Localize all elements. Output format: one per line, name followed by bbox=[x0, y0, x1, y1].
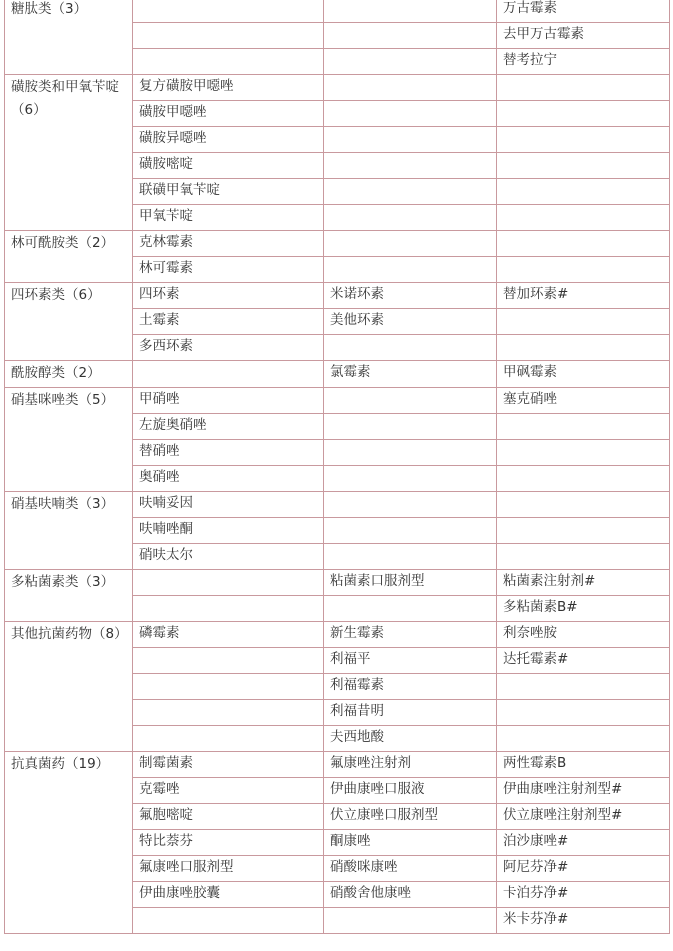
drug-cell: 制霉菌素 bbox=[133, 752, 324, 778]
drug-cell: 甲硝唑 bbox=[133, 388, 324, 414]
drug-cell: 氟康唑注射剂 bbox=[324, 752, 497, 778]
drug-cell: 利福昔明 bbox=[324, 700, 497, 726]
drug-cell bbox=[497, 153, 670, 179]
table-row bbox=[5, 361, 670, 388]
drug-cell: 粘菌素注射剂# bbox=[497, 570, 670, 596]
drug-cell bbox=[497, 414, 670, 440]
drug-cell: 利奈唑胺 bbox=[497, 622, 670, 648]
table-row bbox=[5, 283, 670, 309]
drug-cell: 硝呋太尔 bbox=[133, 544, 324, 570]
drug-cell bbox=[497, 726, 670, 752]
drug-cell: 克霉唑 bbox=[133, 778, 324, 804]
drug-cell: 去甲万古霉素 bbox=[497, 23, 670, 49]
drug-cell: 达托霉素# bbox=[497, 648, 670, 674]
table-row bbox=[5, 570, 670, 596]
drug-cell: 多粘菌素B# bbox=[497, 596, 670, 622]
drug-cell bbox=[497, 466, 670, 492]
drug-cell: 伊曲康唑口服液 bbox=[324, 778, 497, 804]
category-cell: 硝基咪唑类（5） bbox=[5, 388, 133, 492]
drug-cell: 特比萘芬 bbox=[133, 830, 324, 856]
category-cell: 磺胺类和甲氧苄啶（6） bbox=[5, 75, 133, 231]
drug-cell bbox=[324, 440, 497, 466]
drug-cell: 伏立康唑注射剂型# bbox=[497, 804, 670, 830]
category-cell: 抗真菌药（19） bbox=[5, 752, 133, 934]
drug-cell bbox=[324, 596, 497, 622]
drug-cell: 伊曲康唑胶囊 bbox=[133, 882, 324, 908]
drug-cell bbox=[324, 544, 497, 570]
table-row bbox=[5, 622, 670, 648]
drug-cell: 粘菌素口服剂型 bbox=[324, 570, 497, 596]
drug-cell: 新生霉素 bbox=[324, 622, 497, 648]
drug-cell: 磷霉素 bbox=[133, 622, 324, 648]
table-row bbox=[5, 75, 670, 101]
category-cell: 其他抗菌药物（8） bbox=[5, 622, 133, 752]
drug-cell bbox=[497, 700, 670, 726]
drug-cell bbox=[324, 101, 497, 127]
drug-cell bbox=[133, 674, 324, 700]
drug-cell: 夫西地酸 bbox=[324, 726, 497, 752]
category-cell: 多粘菌素类（3） bbox=[5, 570, 133, 622]
drug-cell bbox=[497, 440, 670, 466]
drug-cell: 美他环素 bbox=[324, 309, 497, 335]
drug-cell: 四环素 bbox=[133, 283, 324, 309]
drug-cell bbox=[497, 335, 670, 361]
drug-cell bbox=[324, 127, 497, 153]
drug-cell: 伊曲康唑注射剂型# bbox=[497, 778, 670, 804]
drug-cell: 伏立康唑口服剂型 bbox=[324, 804, 497, 830]
drug-cell bbox=[324, 179, 497, 205]
drug-cell: 呋喃妥因 bbox=[133, 492, 324, 518]
drug-cell bbox=[497, 518, 670, 544]
drug-cell bbox=[497, 674, 670, 700]
drug-cell bbox=[133, 49, 324, 75]
drug-table-container bbox=[4, 0, 670, 934]
drug-cell bbox=[324, 205, 497, 231]
table-row bbox=[5, 388, 670, 414]
drug-cell: 甲砜霉素 bbox=[497, 361, 670, 388]
drug-cell bbox=[497, 205, 670, 231]
drug-cell bbox=[324, 75, 497, 101]
drug-cell: 左旋奥硝唑 bbox=[133, 414, 324, 440]
drug-cell bbox=[133, 596, 324, 622]
category-cell: 林可酰胺类（2） bbox=[5, 231, 133, 283]
table-body bbox=[5, 0, 670, 934]
drug-cell: 塞克硝唑 bbox=[497, 388, 670, 414]
drug-cell bbox=[324, 335, 497, 361]
drug-cell bbox=[324, 153, 497, 179]
drug-cell bbox=[324, 518, 497, 544]
drug-cell bbox=[133, 361, 324, 388]
drug-cell: 利福霉素 bbox=[324, 674, 497, 700]
drug-cell: 硝酸咪康唑 bbox=[324, 856, 497, 882]
drug-cell: 奥硝唑 bbox=[133, 466, 324, 492]
drug-cell bbox=[324, 23, 497, 49]
drug-cell: 磺胺嘧啶 bbox=[133, 153, 324, 179]
drug-cell bbox=[497, 101, 670, 127]
drug-cell: 两性霉素B bbox=[497, 752, 670, 778]
table-row bbox=[5, 231, 670, 257]
drug-cell bbox=[324, 49, 497, 75]
drug-cell bbox=[133, 570, 324, 596]
drug-cell: 米诺环素 bbox=[324, 283, 497, 309]
drug-cell bbox=[497, 179, 670, 205]
drug-cell: 酮康唑 bbox=[324, 830, 497, 856]
drug-cell bbox=[133, 700, 324, 726]
drug-cell: 替加环素# bbox=[497, 283, 670, 309]
drug-cell: 林可霉素 bbox=[133, 257, 324, 283]
drug-cell: 泊沙康唑# bbox=[497, 830, 670, 856]
table-row bbox=[5, 0, 670, 23]
drug-cell: 硝酸舍他康唑 bbox=[324, 882, 497, 908]
table-row bbox=[5, 492, 670, 518]
drug-cell: 联磺甲氧苄啶 bbox=[133, 179, 324, 205]
drug-cell: 复方磺胺甲噁唑 bbox=[133, 75, 324, 101]
drug-cell bbox=[497, 257, 670, 283]
drug-cell bbox=[133, 23, 324, 49]
drug-cell bbox=[324, 908, 497, 934]
drug-cell bbox=[497, 544, 670, 570]
antimicrobial-drug-table bbox=[4, 0, 670, 934]
drug-cell bbox=[133, 908, 324, 934]
drug-cell: 利福平 bbox=[324, 648, 497, 674]
drug-cell: 土霉素 bbox=[133, 309, 324, 335]
drug-cell bbox=[497, 127, 670, 153]
drug-cell: 阿尼芬净# bbox=[497, 856, 670, 882]
category-cell: 四环素类（6） bbox=[5, 283, 133, 361]
drug-cell bbox=[324, 466, 497, 492]
drug-cell bbox=[324, 388, 497, 414]
drug-cell bbox=[324, 0, 497, 23]
drug-cell: 呋喃唑酮 bbox=[133, 518, 324, 544]
drug-cell bbox=[324, 414, 497, 440]
drug-cell bbox=[133, 648, 324, 674]
drug-cell bbox=[133, 726, 324, 752]
drug-cell bbox=[497, 309, 670, 335]
drug-cell: 磺胺甲噁唑 bbox=[133, 101, 324, 127]
drug-cell: 多西环素 bbox=[133, 335, 324, 361]
drug-cell: 氟胞嘧啶 bbox=[133, 804, 324, 830]
drug-cell: 卡泊芬净# bbox=[497, 882, 670, 908]
drug-cell: 万古霉素 bbox=[497, 0, 670, 23]
drug-cell: 氯霉素 bbox=[324, 361, 497, 388]
category-cell: 硝基呋喃类（3） bbox=[5, 492, 133, 570]
category-cell: 酰胺醇类（2） bbox=[5, 361, 133, 388]
drug-cell bbox=[324, 492, 497, 518]
drug-cell bbox=[497, 231, 670, 257]
drug-cell: 甲氧苄啶 bbox=[133, 205, 324, 231]
drug-cell bbox=[497, 492, 670, 518]
drug-cell: 替考拉宁 bbox=[497, 49, 670, 75]
category-cell: 糖肽类（3） bbox=[5, 0, 133, 75]
drug-cell: 替硝唑 bbox=[133, 440, 324, 466]
drug-cell: 氟康唑口服剂型 bbox=[133, 856, 324, 882]
table-row bbox=[5, 752, 670, 778]
drug-cell bbox=[324, 257, 497, 283]
drug-cell: 磺胺异噁唑 bbox=[133, 127, 324, 153]
drug-cell bbox=[497, 75, 670, 101]
drug-cell: 克林霉素 bbox=[133, 231, 324, 257]
drug-cell: 米卡芬净# bbox=[497, 908, 670, 934]
drug-cell bbox=[133, 0, 324, 23]
drug-cell bbox=[324, 231, 497, 257]
